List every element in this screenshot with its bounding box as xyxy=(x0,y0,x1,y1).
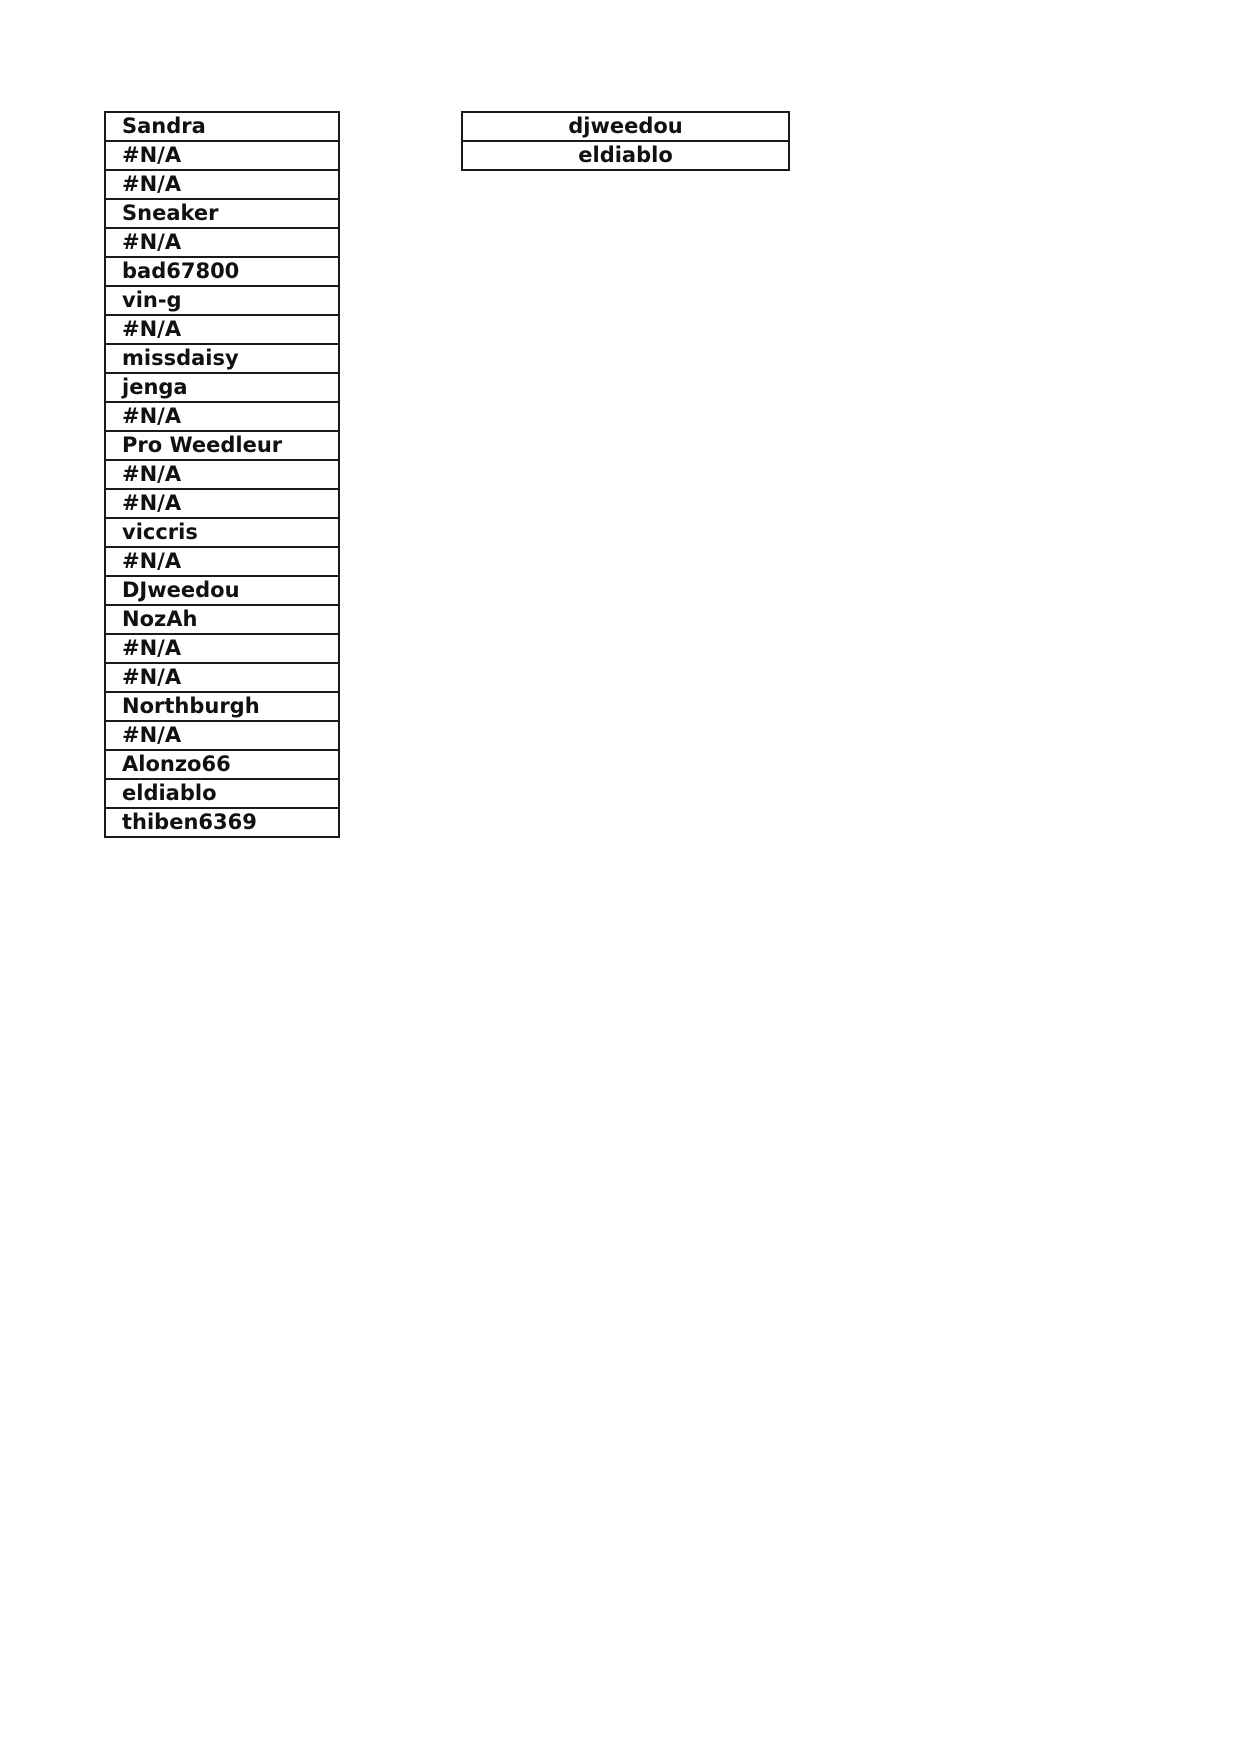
name-cell[interactable]: DJweedou xyxy=(105,576,339,605)
name-row xyxy=(105,460,339,489)
name-cell[interactable]: Pro Weedleur xyxy=(105,431,339,460)
name-cell[interactable]: jenga xyxy=(105,373,339,402)
name-row xyxy=(105,721,339,750)
name-row xyxy=(105,431,339,460)
name-row xyxy=(105,257,339,286)
names-table-body xyxy=(105,112,339,837)
name-row xyxy=(105,634,339,663)
name-cell[interactable]: #N/A xyxy=(105,228,339,257)
name-cell[interactable]: #N/A xyxy=(105,489,339,518)
name-cell[interactable]: missdaisy xyxy=(105,344,339,373)
name-cell[interactable]: NozAh xyxy=(105,605,339,634)
name-row xyxy=(105,692,339,721)
name-cell[interactable]: vin-g xyxy=(105,286,339,315)
name-row xyxy=(105,112,339,141)
matches-table-body xyxy=(462,112,789,170)
name-row xyxy=(105,605,339,634)
name-cell[interactable]: Sneaker xyxy=(105,199,339,228)
name-row xyxy=(105,199,339,228)
name-row xyxy=(105,344,339,373)
name-cell[interactable]: Northburgh xyxy=(105,692,339,721)
name-row xyxy=(105,576,339,605)
name-row xyxy=(105,547,339,576)
name-row xyxy=(105,489,339,518)
name-cell[interactable]: bad67800 xyxy=(105,257,339,286)
name-cell[interactable]: #N/A xyxy=(105,170,339,199)
name-row xyxy=(105,228,339,257)
name-row xyxy=(105,286,339,315)
name-cell[interactable]: #N/A xyxy=(105,663,339,692)
name-row xyxy=(105,518,339,547)
match-row xyxy=(462,141,789,170)
name-cell[interactable]: Alonzo66 xyxy=(105,750,339,779)
name-cell[interactable]: #N/A xyxy=(105,634,339,663)
name-cell[interactable]: #N/A xyxy=(105,460,339,489)
match-row xyxy=(462,112,789,141)
name-row xyxy=(105,373,339,402)
name-cell[interactable]: viccris xyxy=(105,518,339,547)
name-cell[interactable]: thiben6369 xyxy=(105,808,339,837)
name-row xyxy=(105,141,339,170)
name-row xyxy=(105,779,339,808)
name-row xyxy=(105,663,339,692)
name-cell[interactable]: #N/A xyxy=(105,141,339,170)
name-row xyxy=(105,402,339,431)
name-cell[interactable]: #N/A xyxy=(105,721,339,750)
name-row xyxy=(105,750,339,779)
name-cell[interactable]: Sandra xyxy=(105,112,339,141)
match-cell[interactable]: djweedou xyxy=(462,112,789,141)
name-row xyxy=(105,170,339,199)
name-cell[interactable]: #N/A xyxy=(105,315,339,344)
names-table xyxy=(104,111,340,838)
matches-table xyxy=(461,111,790,171)
name-cell[interactable]: #N/A xyxy=(105,547,339,576)
name-cell[interactable]: eldiablo xyxy=(105,779,339,808)
match-cell[interactable]: eldiablo xyxy=(462,141,789,170)
name-row xyxy=(105,315,339,344)
name-cell[interactable]: #N/A xyxy=(105,402,339,431)
name-row xyxy=(105,808,339,837)
